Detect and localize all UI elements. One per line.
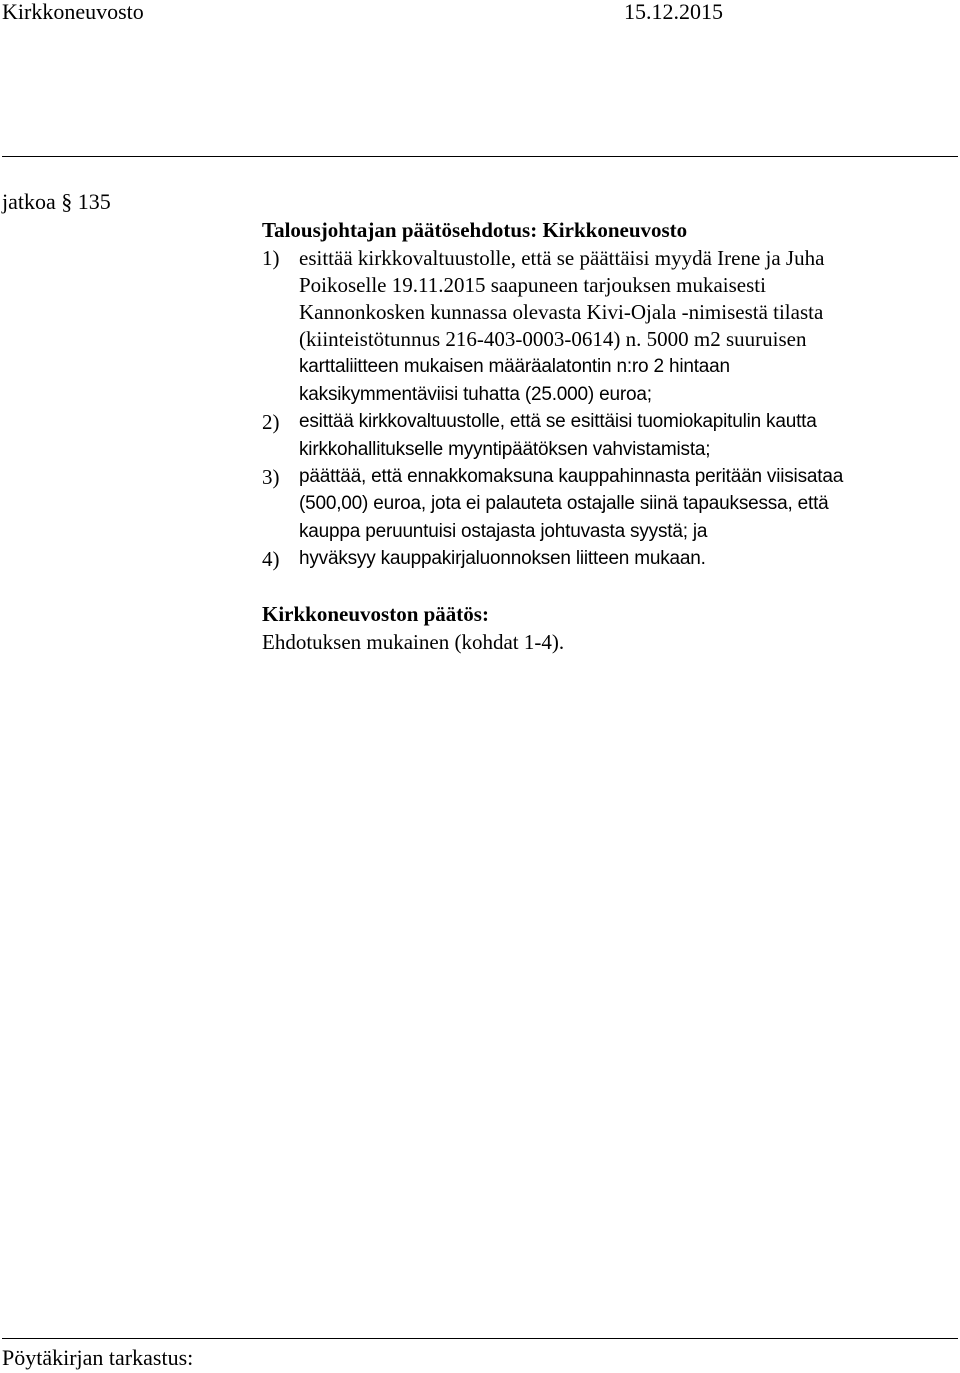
item-line: päättää, että ennakkomaksuna kauppahinnasta peritään viisisataa [299,466,844,487]
item-line: Poikoselle 19.11.2015 saapuneen tarjouksen mukaisesti [299,273,766,297]
header-date: 15.12.2015 [624,0,723,24]
item-number: 1) [262,246,280,270]
item-line: esittää kirkkovaltuustolle, että se esittäisi tuomiokapitulin kautta [299,411,817,432]
minutes-review-label: Pöytäkirjan tarkastus: [2,1345,194,1370]
item-number: 2) [262,410,280,434]
item-line: kaksikymmentäviisi tuhatta (25.000) euroa; [299,384,652,405]
item-line: Kannonkosken kunnassa olevasta Kivi-Ojala -nimisestä tilasta [299,300,824,324]
item-line: (kiinteistötunnus 216-403-0003-0614) n. 5000 m2 suuruisen [299,327,807,351]
item-number: 4) [262,547,280,571]
decision-heading: Kirkkoneuvoston päätös: [262,602,489,626]
continuation-label: jatkoa § 135 [2,189,111,214]
header-organization: Kirkkoneuvosto [2,0,144,24]
item-number: 3) [262,465,280,489]
item-line: karttaliitteen mukaisen määräalatontin n:ro 2 hintaan [299,356,730,377]
item-line: (500,00) euroa, jota ei palauteta ostajalle siinä tapauksessa, että [299,493,829,514]
decision-text: Ehdotuksen mukainen (kohdat 1-4). [262,630,565,654]
item-line: kirkkohallitukselle myyntipäätöksen vahvistamista; [299,439,711,460]
proposal-heading: Talousjohtajan päätösehdotus: Kirkkoneuvosto [262,218,688,242]
item-line: kauppa peruuntuisi ostajasta johtuvasta syystä; ja [299,521,708,542]
item-line: esittää kirkkovaltuustolle, että se päättäisi myydä Irene ja Juha [299,246,825,270]
footer-divider [2,1338,958,1339]
item-line: hyväksyy kauppakirjaluonnoksen liitteen mukaan. [299,548,706,569]
header-divider [2,156,958,157]
